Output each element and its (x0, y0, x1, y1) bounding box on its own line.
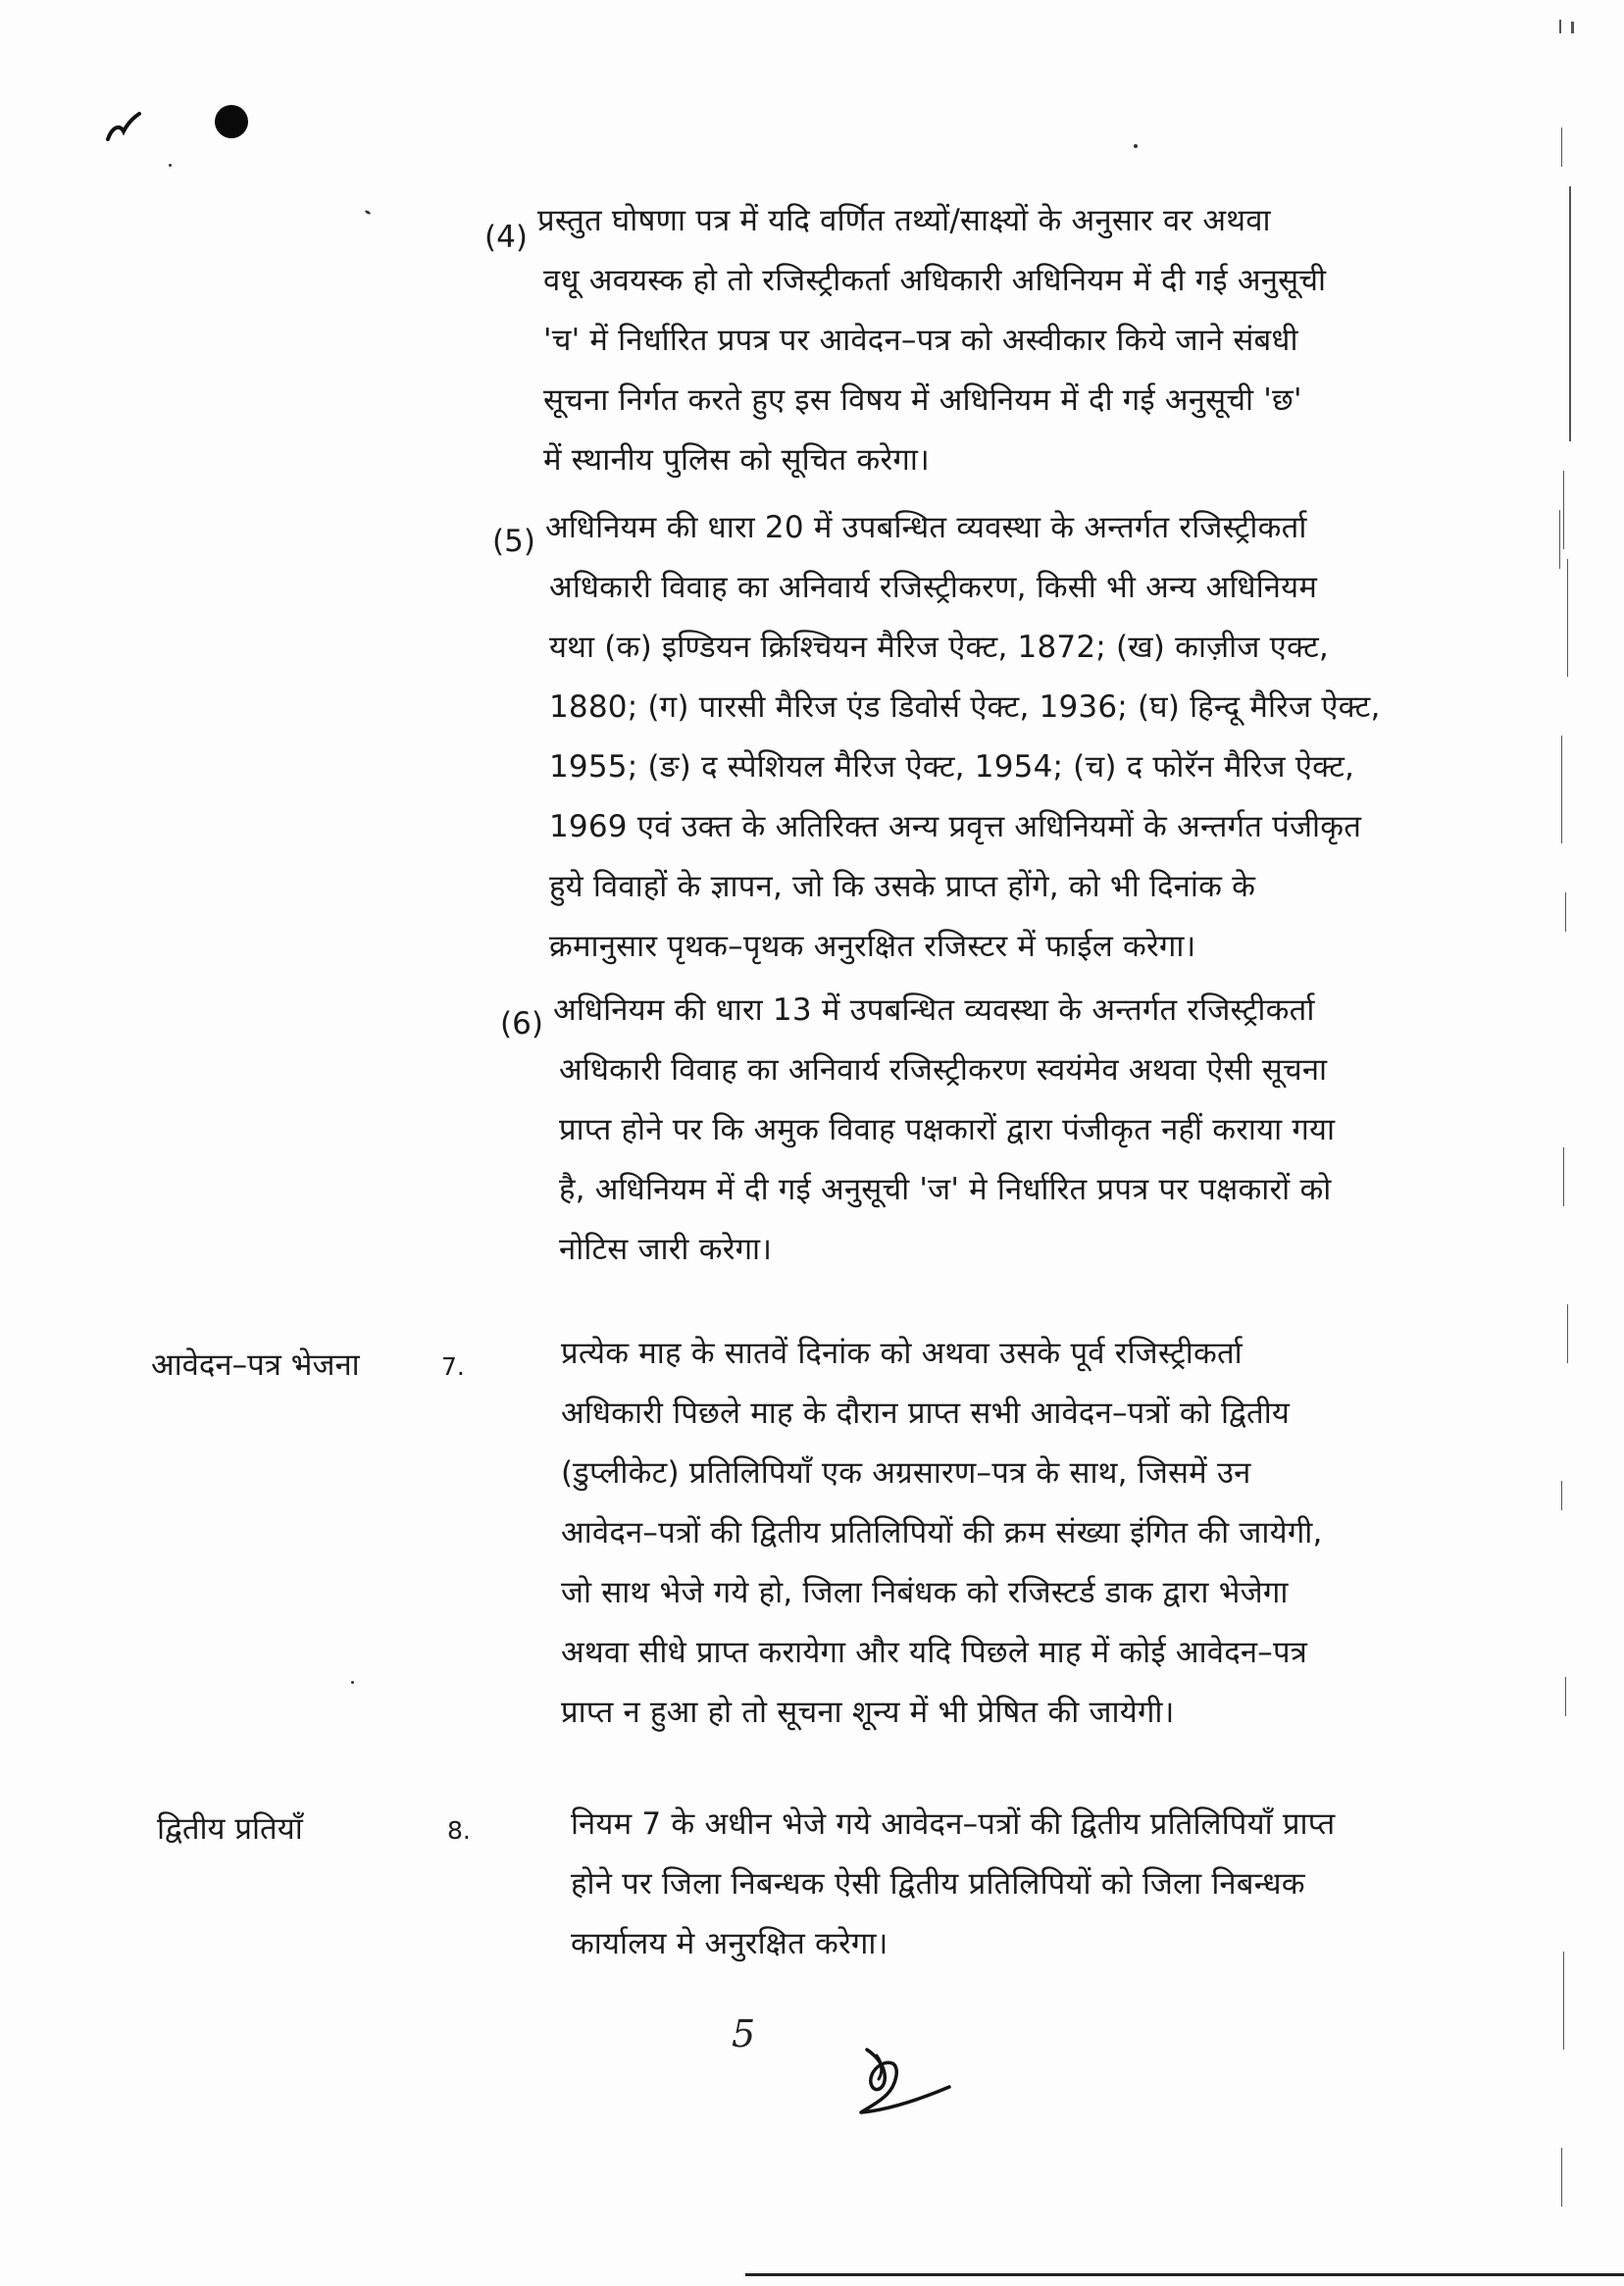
clause-line: 1880; (ग) पारसी मैरिज एंड डिवोर्स ऐक्ट, 1936; (घ) हिन्दू मैरिज ऐक्ट, (549, 689, 1381, 725)
clause-line: 1969 एवं उक्त के अतिरिक्त अन्य प्रवृत्त अधिनियमों के अन्तर्गत पंजीकृत (549, 809, 1362, 844)
scan-speck (169, 164, 172, 167)
rule-line: (डुप्लीकेट) प्रतिलिपियाँ एक अग्रसारण–पत्र के साथ, जिसमें उन (561, 1455, 1251, 1491)
rule-8-text (571, 1795, 1335, 1974)
clause-line: वधू अवयस्क हो तो रजिस्ट्रीकर्ता अधिकारी अधिनियम में दी गई अनुसूची (543, 263, 1327, 298)
clause-5-text (545, 498, 1381, 977)
rule-number: 8. (447, 1816, 471, 1845)
clause-line: प्रस्तुत घोषणा पत्र में यदि वर्णित तथ्यों/साक्ष्यों के अनुसार वर अथवा (537, 203, 1271, 238)
scan-edge-noise (1530, 10, 1589, 2265)
rule-line: प्राप्त न हुआ हो तो सूचना शून्य में भी प्रेषित की जायेगी। (561, 1695, 1175, 1730)
clause-line: 'च' में निर्धारित प्रपत्र पर आवेदन–पत्र को अस्वीकार किये जाने संबधी (543, 323, 1298, 358)
clause-number: (5) (492, 524, 535, 559)
clause-6-text (553, 981, 1335, 1280)
clause-line: यथा (क) इण्डियन क्रिश्चियन मैरिज ऐक्ट, 1872; (ख) काज़ीज एक्ट, (549, 630, 1329, 665)
clause-4-text (537, 191, 1326, 490)
rule-7-text (561, 1324, 1323, 1743)
clause-line: क्रमानुसार पृथक–पृथक अनुरक्षित रजिस्टर में फाईल करेगा। (549, 929, 1196, 964)
rule-heading: आवेदन–पत्र भेजना (151, 1347, 360, 1383)
clause-line: में स्थानीय पुलिस को सूचित करेगा। (543, 442, 931, 478)
rule-line: कार्यालय मे अनुरक्षित करेगा। (571, 1926, 888, 1961)
clause-line: प्राप्त होने पर कि अमुक विवाह पक्षकारों द्वारा पंजीकृत नहीं कराया गया (559, 1112, 1336, 1147)
clause-line: अधिकारी विवाह का अनिवार्य रजिस्ट्रीकरण स्वयंमेव अथवा ऐसी सूचना (559, 1052, 1328, 1088)
rule-line: अधिकारी पिछले माह के दौरान प्राप्त सभी आवेदन–पत्रों को द्वितीय (561, 1396, 1291, 1431)
clause-line: नोटिस जारी करेगा। (559, 1232, 773, 1267)
rule-line: आवेदन–पत्रों की द्वितीय प्रतिलिपियों की क्रम संख्या इंगित की जायेगी, (561, 1515, 1323, 1550)
clause-line: अधिनियम की धारा 20 में उपबन्धित व्यवस्था के अन्तर्गत रजिस्ट्रीकर्ता (545, 510, 1307, 545)
scan-bottom-edge (745, 2273, 1624, 2276)
clause-line: हुये विवाहों के ज्ञापन, जो कि उसके प्राप्त होंगे, को भी दिनांक के (549, 869, 1256, 904)
rule-number: 7. (441, 1352, 465, 1381)
rule-line: जो साथ भेजे गये हो, जिला निबंधक को रजिस्टर्ड डाक द्वारा भेजेगा (561, 1575, 1289, 1610)
clause-number: (4) (484, 220, 528, 255)
signature-icon (853, 2030, 981, 2138)
page-number: 5 (732, 2012, 756, 2056)
rule-heading: द्वितीय प्रतियाँ (157, 1811, 303, 1847)
clause-line: अधिकारी विवाह का अनिवार्य रजिस्ट्रीकरण, किसी भी अन्य अधिनियम (549, 570, 1318, 605)
scan-speck (365, 210, 372, 216)
scan-speck (1134, 144, 1138, 148)
clause-line: है, अधिनियम में दी गई अनुसूची 'ज' मे निर्धारित प्रपत्र पर पक्षकारों को (559, 1172, 1332, 1207)
clause-number: (6) (500, 1006, 543, 1041)
pen-mark-icon (98, 98, 265, 157)
rule-line: नियम 7 के अधीन भेजे गये आवेदन–पत्रों की द्वितीय प्रतिलिपियाँ प्राप्त (571, 1806, 1336, 1842)
clause-line: सूचना निर्गत करते हुए इस विषय में अधिनियम में दी गई अनुसूची 'छ' (543, 382, 1302, 418)
rule-line: अथवा सीधे प्राप्त करायेगा और यदि पिछले माह में कोई आवेदन–पत्र (561, 1635, 1308, 1670)
clause-line: अधिनियम की धारा 13 में उपबन्धित व्यवस्था के अन्तर्गत रजिस्ट्रीकर्ता (553, 992, 1315, 1028)
rule-line: प्रत्येक माह के सातवें दिनांक को अथवा उसके पूर्व रजिस्ट्रीकर्ता (561, 1336, 1243, 1371)
rule-line: होने पर जिला निबन्धक ऐसी द्वितीय प्रतिलिपियों को जिला निबन्धक (571, 1866, 1305, 1902)
scan-speck (351, 1681, 354, 1684)
clause-line: 1955; (ङ) द स्पेशियल मैरिज ऐक्ट, 1954; (च) द फोरॅन मैरिज ऐक्ट, (549, 749, 1355, 785)
